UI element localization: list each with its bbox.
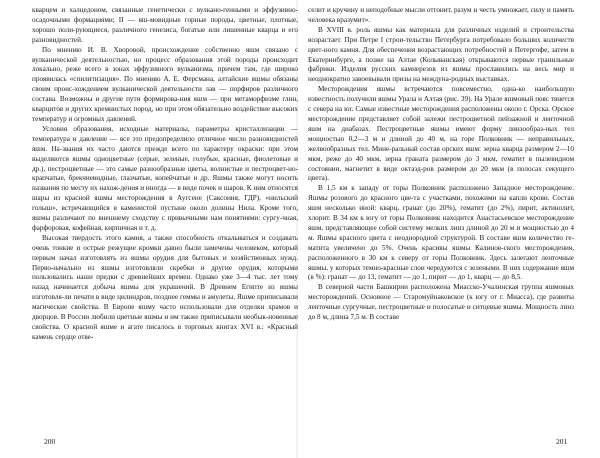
paragraph: Высокая твердость этого камня, а также способность откалываться и создавать очень тонкие и острые режущие кромки давно были замечены человеком, который первым начал изготовлять из яшмы орудия для бытовых и хозяйственных нужд. Перво-начально из яшмы изготовляли скребки и другие орудия, которыми пользовались наши предки с древнейших времен. Однако уже 3—4 тыс. лет тому назад начинается добыча яшмы для украшений. В Древнем Египте из яшмы изготовля-ли печати в виде цилиндров, позднее геммы и амулеты. Яшме приписывали магические свойства. В Европе яшму часто использовали для отделки храмов и дворцов. В России любили цветные яшмы и им также приписывали необык-новенные свойства. О красной яшме и агате писалось в торговых книгах XVI в.: «Красный камень сердце отве- <box>32 233 298 341</box>
paragraph: кварцем и халцедоном, связанные генетически с вулкано-генными и эффузивно-осадочными формациями; II — яш-мовидные горные породы, цветные, плотные, хорошо поли-рующиеся, различного генезиса, богатые или лишенные кварца и его разновидностей. <box>32 6 298 44</box>
page-number-left: 200 <box>44 437 56 446</box>
paragraph: В 1,5 км к западу от горы Полковник расположено Западное месторождение. Яшмы розового до красного цве-та с участками, похожими на капли крови. Состав яшм несколько иной: кварц, гранат (до 20%), гематит (до 2%), пирит, актинолит, хлорит. В 34 км к югу от горы Полковник находится Анастасьевское месторождение яшм, представляющее собой систему мелких линз длиной до 20 м и мощностью до 4 м. Яшмы красного цвета с неоднородной структурой. В составе яшм количество ге-матита увеличено до 5%. Очень красивы яшмы Калинов-ского месторождения, расположенного в 30 км к северу от горы Полковник. Здесь залегают ленточные яшмы, у которых темно-красные слои чередуются с зелеными. В них содержание яшм (в %): гранат — до 13, гематит — до 1, пирит — до 1, кварц — до 8,5. <box>308 184 574 282</box>
left-page <box>32 6 298 343</box>
paragraph: Месторождения яшмы встречаются повсеместно, одна-ко наибольшую известность получили яшмы Урала и Алтая (рис. 39). На Урале яшмовый пояс тянется с севера на юг. Самые известные месторождения расположены около г. Орска. Орское месторождение представляет собой залежи пестроцветной пейзажной и ленточной яшм на диабазах. Пестроцветные яшмы имеют форму линзообраз-ных тел мощностью 0,2—3 м и длиной до 40 м, на горе Полковник — неправильных, желвообразных тел. Мине-ральный состав орских яшм: зерна кварца размером 2—10 мкм, реже до 40 мкм, зерна граната размером до 3 мкм, гематит в пылевидном состоянии, магнетит в виде октаэд-ров размером до 20 мкм (в полосах секущего цвета). <box>308 85 574 183</box>
right-page <box>308 6 574 323</box>
page-number-right: 201 <box>556 437 568 446</box>
paragraph: По мнению И. В. Хворовой, происхождение собственно яшм связано с вулканической деятельностью, но процесс образования этой породы происходит локально, реже всего в зонах эффузивного вулканизма, причем там, где широко проявилась «спилитизация». По мнению А. Е. Ферсмана, алтайские яшмы обязаны своим проис-хождением вулканической деятельности лав — порфиров различного состава. Возможны и другие пути формирова-ния яшм — при метаморфизме глин, кварцитов и других кремнистых пород, но при этом обязательно воздействие высоких температур и огромных давлений. <box>32 45 298 123</box>
paragraph: В XVIII в. роль яшмы как материала для различных изделий и строительства возрастает. При Петре I строи-тельство Петербурга потребовало больших количеств цвет-ного камня. Для обеспечения возрастающих потребностей в Петергофе, затем в Екатеринбурге, а позже на Алтае (Колыванская) открываются первые гранильные фабрики. Изделия русских камнерезов из яшмы прославились на весь мир и неоднократно завоевывали призы на междуна-родных выставках. <box>308 25 574 84</box>
paragraph: селит и кручину и неподобные мысли отгонит, разум и честь умножает, силу и память человека вразумит». <box>308 6 574 24</box>
paragraph: Условия образования, исходные материалы, параметры кристаллизации — температура и давление — все это предопределило отличное число разновидностей яшм. На-звания их часто даются прежде всего по характеру окраски: при этом выделяются яшмы одноцветные (серые, зеленые, голубые, красные, фиолетовые и др.), пестроцветные — это самые разнообразные цветы, волнистые и пестроцвет-но-крапчатые, брекчиевидные, глазчатые, копейчатые и др. Яшмы также могут носить названия по месту их нахож-дения и иногда — в виде почек и шаров. К ним относятся шары из красной яшмы месторождения в Аугсене (Саксония, ГДР), «нильский голыш», встречающийся в каменистой пустыне около долины Нила. Кроме того, яшмы различают по внешнему сходству с привычными нам понятиями: сургу-чная, фарфоровая, кофейная, кирпичная и т. д. <box>32 124 298 232</box>
paragraph: В северной части Башкирии расположена Миасско-Учалинская группа яшмовых месторождений. Основное — Старомуйнаковское (к югу от г. Миасса), где развиты ленточные сургучные, пестроцветные и полосатые и ситцевые яшмы. Мощность линз до 8 м, длина 7,5 м. В составе <box>308 283 574 322</box>
